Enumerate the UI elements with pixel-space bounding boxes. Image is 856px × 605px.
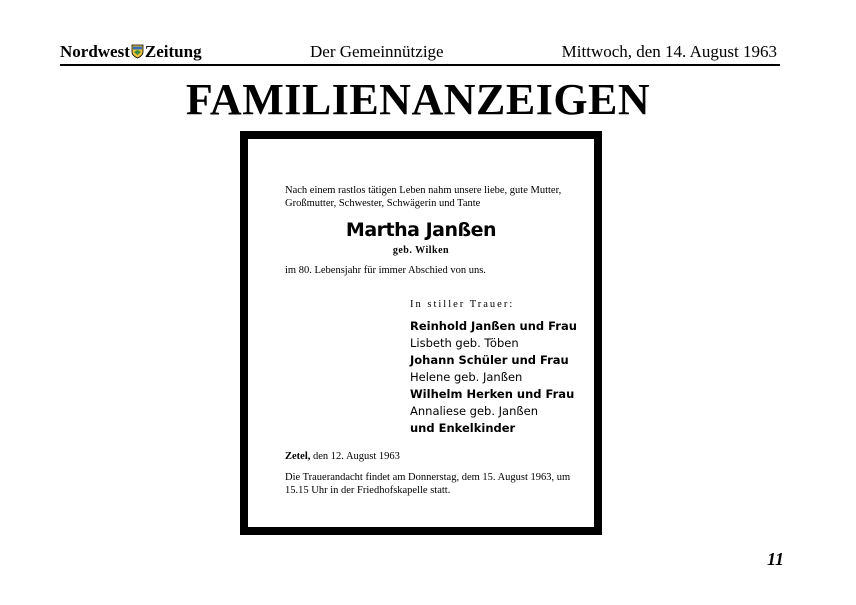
page-title: FAMILIENANZEIGEN — [185, 75, 651, 124]
service-note: Die Trauerandacht findet am Donnerstag, dem 15. August 1963, um 15.15 Uhr in der Friedhofskapelle statt. — [285, 472, 571, 496]
mourner-line: Lisbeth geb. Töben — [410, 336, 519, 350]
issue-date: Mittwoch, den 14. August 1963 — [561, 42, 777, 61]
brand-name-first: Nordwest — [60, 42, 130, 61]
deceased-name: Martha Janßen — [345, 219, 497, 241]
mourner-line: und Enkelkinder — [410, 421, 516, 435]
mourner-line: Wilhelm Herken und Frau — [410, 387, 575, 401]
section-title: Der Gemeinnützige — [310, 42, 444, 61]
mourner-line: Johann Schüler und Frau — [410, 353, 569, 367]
mourner-line: Reinhold Janßen und Frau — [410, 319, 577, 333]
maiden-name: geb. Wilken — [392, 245, 450, 256]
obituary-dateline — [285, 451, 400, 462]
obituary-notice — [240, 131, 602, 535]
page-number: 11 — [766, 549, 784, 569]
brand-name-second: Zeitung — [144, 42, 202, 61]
obituary-intro: Nach einem rastlos tätigen Leben nahm unsere liebe, gute Mutter, Großmutter, Schwester, Schwägerin und Tante — [285, 185, 562, 209]
obituary-date: den 12. August 1963 — [313, 451, 400, 462]
obituary-farewell: im 80. Lebensjahr für immer Abschied von uns. — [285, 265, 486, 276]
coat-of-arms-icon — [131, 44, 144, 59]
newspaper-header — [60, 38, 780, 66]
mourner-line: Annaliese geb. Janßen — [410, 404, 538, 418]
mourning-heading: In stiller Trauer: — [410, 299, 515, 310]
mourner-line: Helene geb. Janßen — [410, 370, 523, 384]
obituary-place: Zetel, — [285, 451, 311, 462]
newspaper-brand — [60, 42, 202, 62]
